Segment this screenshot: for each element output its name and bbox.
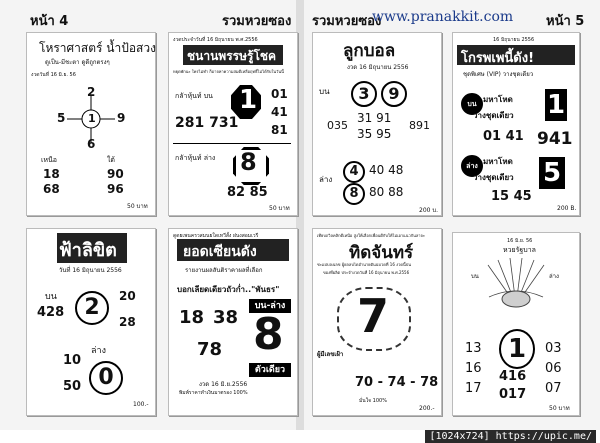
label-down: ล่าง: [549, 273, 559, 280]
price: 200 บ.: [419, 207, 439, 214]
three-digit: 281 731: [175, 115, 239, 131]
card-title: ชนานพรรษรู้โชค: [187, 49, 277, 63]
price: 200 B.: [557, 205, 577, 212]
up-nums: 01 41: [483, 129, 524, 144]
peacock-emblem-icon: [483, 255, 549, 311]
card-fa-likhit: [26, 228, 156, 416]
mid-416: 416: [499, 369, 527, 384]
card-top-line: งวดประจำวันที่ 16 มิถุนายน พ.ศ.2556: [173, 37, 258, 43]
up-01: 01: [271, 87, 288, 101]
card-horoscope: [26, 32, 156, 216]
footer-bar: [0, 430, 600, 443]
box-top: บน-ล่าง: [249, 299, 291, 313]
label-up: บน: [319, 87, 330, 96]
card-yot-sian: [168, 228, 298, 416]
card-title: ฟ้าลิขิต: [59, 240, 117, 261]
card-thit-chan: [312, 228, 442, 416]
ball-3: 3: [351, 81, 377, 107]
card-subtitle: ชุดพิเศษ (VIP) วางชุดเดียว: [463, 71, 534, 78]
label-up: บน: [45, 292, 57, 302]
up-81: 81: [271, 123, 288, 137]
label-up: กลัาหุ้นท์ บน: [175, 92, 213, 100]
num-18: 18: [179, 307, 205, 328]
up-text-1: มหาโหด: [483, 95, 513, 104]
card-top-line: เทียบถวิลคลิกดีเหนือ สูงให้เลือกเพื่อนดีกับให้ไม่เอาแนวกันลาจะ: [317, 233, 426, 238]
price: 50 บาท: [269, 205, 290, 212]
big-8: 8: [253, 309, 284, 360]
price: 200.-: [419, 405, 435, 412]
diagram-right: 9: [117, 111, 126, 125]
price: 50 บาท: [549, 405, 570, 412]
num-891: 891: [409, 119, 430, 132]
card-date: งวดวันที่ 16 มิ.ย. 56: [31, 72, 76, 78]
label-down: ล่าง: [461, 155, 483, 177]
card-note: พิมพ์ราคาทำเงินมาตรอง 100%: [179, 390, 248, 396]
circle-2: 2: [75, 291, 109, 325]
num-10: 10: [63, 353, 82, 368]
mid-row-2: 35 95: [357, 127, 392, 141]
right-page-number: หน้า 5: [546, 14, 585, 29]
label-up: บน: [461, 93, 483, 115]
price: 50 บาท: [127, 203, 148, 210]
right-07: 07: [545, 381, 562, 396]
left-13: 13: [465, 341, 482, 356]
lucky-nums: 70 - 74 - 78: [355, 375, 439, 390]
card-krophet: [452, 32, 580, 216]
down-row-2: 80 88: [369, 185, 404, 199]
card-date: 16 มิ.ย. 56: [507, 238, 533, 244]
card-note: มั่นใจ 100%: [359, 398, 387, 404]
image-host-link[interactable]: [1024x724] https://upic.me/: [425, 430, 596, 443]
card-title: หวยรัฐบาล: [503, 246, 536, 254]
label-north: เหนือ: [41, 156, 57, 164]
num-28: 28: [119, 315, 136, 329]
num-90: 90: [107, 167, 124, 181]
num-78: 78: [197, 339, 223, 360]
box-5: 5: [539, 157, 565, 189]
box-bottom: ตัวเดียว: [249, 363, 291, 377]
label-down: กลัาหุ้นท์ ล่าง: [175, 154, 216, 162]
card-title: ยอดเซียนดัง: [183, 244, 257, 260]
octagon-8-digit: 8: [240, 148, 257, 176]
label-down: ล่าง: [319, 175, 333, 184]
diagram-top: 2: [87, 85, 96, 99]
card-subtitle: ดูเป็น-มีชะตา ดูดีถูกตรงๆ: [45, 59, 110, 66]
card-government-lottery: [452, 232, 580, 416]
card-date: วันที่ 16 มิถุนายน 2556: [59, 267, 122, 274]
card-subtitle: ชะแบ่บลงเลข ผู้ยลลบไดอำนายตันฉบวดที่ 16 งวดนี้ปน: [317, 262, 411, 267]
left-page-number: หน้า 4: [30, 14, 69, 29]
label-up: บน: [471, 273, 479, 280]
num-428: 428: [37, 305, 65, 320]
num-50: 50: [63, 379, 82, 394]
label-south: ใต้: [107, 156, 115, 164]
box-1: 1: [546, 90, 566, 120]
card-chananphan: [168, 32, 298, 216]
up-41: 41: [271, 105, 288, 119]
diagram-bottom: 6: [87, 137, 96, 151]
down-row-1: 40 48: [369, 163, 404, 177]
down-text-2: วางชุดเดียว: [473, 173, 514, 182]
card-top-line: ดูดยเพนครวสมนยใดเทวีสั้ง ฝนงสอมเวรี: [173, 233, 259, 239]
card-date: งวด 16 มิ.ย.2556: [199, 381, 248, 388]
card-subtitle: รายงานผลสันติราคาผลที่เลือก: [185, 267, 263, 274]
card-title: โหราศาสตร์ น้ำป้อสวง: [39, 41, 156, 55]
big-7: 7: [357, 289, 390, 343]
divider: [173, 143, 291, 144]
card-title: ทิดจันทร์: [349, 243, 414, 263]
card-date: งวด 16 มิถุนายน 2556: [347, 64, 409, 71]
mid-row-1: 31 91: [357, 111, 392, 125]
num-18: 18: [43, 167, 60, 181]
diagram-center: 1: [88, 112, 96, 125]
price: 100.-: [133, 401, 149, 408]
headline: บอกเลียดเดียวถัวก่ำ.."พันธร": [177, 285, 280, 294]
right-page-title: รวมหวยซอง: [312, 14, 382, 29]
ball-4: 4: [343, 161, 365, 183]
card-date: 16 มิถุนายน 2556: [493, 37, 535, 43]
num-68: 68: [43, 182, 60, 196]
mid-017: 017: [499, 387, 527, 402]
circle-0: 0: [89, 361, 123, 395]
label-down: ล่าง: [91, 346, 106, 356]
diagram-left: 5: [57, 111, 66, 125]
num-38: 38: [213, 307, 239, 328]
ball-9: 9: [381, 81, 407, 107]
up-941: 941: [537, 129, 573, 149]
card-lukbon: [312, 32, 442, 216]
site-url[interactable]: www.pranakkit.com: [372, 9, 514, 25]
down-text-1: มหาโหด: [483, 157, 513, 166]
left-page-title: รวมหวยซอง: [222, 14, 292, 29]
ball-8: 8: [343, 183, 365, 205]
num-20: 20: [119, 289, 136, 303]
card-subtitle-2: ของที่ผลิต ประจำงวดวันที่ 16 มิถุนายน พ.ศ.2556: [323, 270, 410, 275]
down-nums: 82 85: [227, 185, 268, 200]
card-title: ลูกบอล: [343, 41, 396, 61]
down-nums: 15 45: [491, 189, 532, 204]
right-03: 03: [545, 341, 562, 356]
left-17: 17: [465, 381, 482, 396]
num-96: 96: [107, 182, 124, 196]
circle-1: 1: [499, 329, 535, 369]
octagon-1-digit: 1: [239, 85, 258, 115]
right-06: 06: [545, 361, 562, 376]
num-035: 035: [327, 119, 348, 132]
card-subtitle: หยุดพักนะ ใครไม่ทำ ก็อาจหาความสมดีเหลือฤทธิ์ไม่ได้รับในวันนี้: [173, 69, 284, 74]
card-title: โกรพเพนี้ดัง!: [461, 51, 535, 66]
lucky-label: ผู้มีเลขเฝ้า: [317, 351, 344, 358]
left-16: 16: [465, 361, 482, 376]
up-text-2: วางชุดเดียว: [473, 111, 514, 120]
